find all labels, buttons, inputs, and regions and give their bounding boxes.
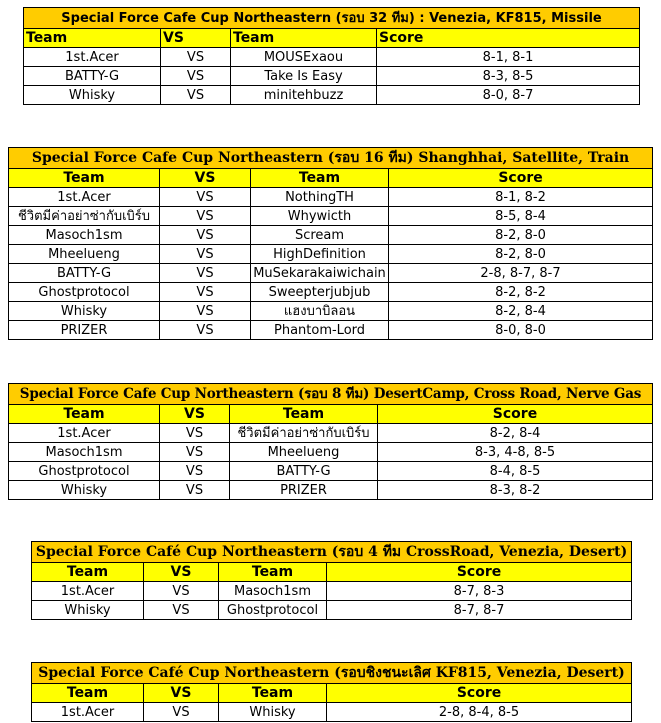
team-2-cell: PRIZER bbox=[230, 481, 378, 500]
score-cell: 8-3, 8-5 bbox=[377, 67, 640, 86]
score-cell: 8-2, 8-4 bbox=[378, 424, 653, 443]
match-row bbox=[9, 321, 653, 340]
team-1-cell: Whisky bbox=[9, 481, 160, 500]
match-row bbox=[9, 188, 653, 207]
header-vs: VS bbox=[161, 29, 231, 48]
match-row bbox=[9, 481, 653, 500]
vs-cell: VS bbox=[160, 264, 251, 283]
vs-cell: VS bbox=[144, 703, 219, 722]
team-1-cell: ชีวิตมีค่าอย่าซ่ากับเบิร์บ bbox=[9, 207, 160, 226]
team-2-cell: Whisky bbox=[219, 703, 327, 722]
header-vs: VS bbox=[144, 563, 219, 582]
score-cell: 8-1, 8-2 bbox=[389, 188, 653, 207]
vs-cell: VS bbox=[144, 601, 219, 620]
team-2-cell: MOUSExaou bbox=[231, 48, 377, 67]
header-score: Score bbox=[389, 169, 653, 188]
score-cell: 2-8, 8-7, 8-7 bbox=[389, 264, 653, 283]
team-2-cell: Take Is Easy bbox=[231, 67, 377, 86]
header-vs: VS bbox=[144, 684, 219, 703]
match-row bbox=[9, 424, 653, 443]
round-32-header-row bbox=[24, 29, 640, 48]
team-1-cell: Whisky bbox=[24, 86, 161, 105]
team-1-cell: Whisky bbox=[32, 601, 144, 620]
final-header-row bbox=[32, 684, 632, 703]
score-cell: 8-2, 8-0 bbox=[389, 245, 653, 264]
team-1-cell: 1st.Acer bbox=[9, 188, 160, 207]
vs-cell: VS bbox=[160, 481, 230, 500]
round-4-header-row bbox=[32, 563, 632, 582]
team-2-cell: minitehbuzz bbox=[231, 86, 377, 105]
vs-cell: VS bbox=[160, 424, 230, 443]
team-1-cell: Whisky bbox=[9, 302, 160, 321]
header-team-1: Team bbox=[32, 684, 144, 703]
team-2-cell: Phantom-Lord bbox=[251, 321, 389, 340]
header-team-1: Team bbox=[24, 29, 161, 48]
match-row bbox=[9, 245, 653, 264]
team-2-cell: Sweepterjubjub bbox=[251, 283, 389, 302]
team-1-cell: Masoch1sm bbox=[9, 443, 160, 462]
team-1-cell: Ghostprotocol bbox=[9, 462, 160, 481]
match-row bbox=[32, 582, 632, 601]
header-score: Score bbox=[327, 684, 632, 703]
header-vs: VS bbox=[160, 405, 230, 424]
final-table bbox=[31, 662, 632, 722]
match-row bbox=[32, 703, 632, 722]
vs-cell: VS bbox=[160, 302, 251, 321]
score-cell: 8-4, 8-5 bbox=[378, 462, 653, 481]
team-2-cell: HighDefinition bbox=[251, 245, 389, 264]
vs-cell: VS bbox=[160, 245, 251, 264]
header-score: Score bbox=[378, 405, 653, 424]
header-score: Score bbox=[327, 563, 632, 582]
team-1-cell: 1st.Acer bbox=[24, 48, 161, 67]
score-cell: 8-0, 8-7 bbox=[377, 86, 640, 105]
score-cell: 8-7, 8-3 bbox=[327, 582, 632, 601]
team-2-cell: Whywicth bbox=[251, 207, 389, 226]
vs-cell: VS bbox=[161, 86, 231, 105]
vs-cell: VS bbox=[160, 188, 251, 207]
score-cell: 8-3, 8-2 bbox=[378, 481, 653, 500]
round-32-table bbox=[23, 7, 640, 105]
round-32-title: Special Force Cafe Cup Northeastern (รอบ 32 ทีม) : Venezia, KF815, Missile bbox=[24, 8, 640, 29]
team-1-cell: Mheelueng bbox=[9, 245, 160, 264]
round-4-table bbox=[31, 541, 632, 620]
round-8-header-row bbox=[9, 405, 653, 424]
match-row bbox=[9, 443, 653, 462]
score-cell: 8-1, 8-1 bbox=[377, 48, 640, 67]
match-row bbox=[24, 48, 640, 67]
header-team-1: Team bbox=[9, 405, 160, 424]
team-2-cell: BATTY-G bbox=[230, 462, 378, 481]
match-row bbox=[9, 207, 653, 226]
match-row bbox=[24, 86, 640, 105]
match-row bbox=[32, 601, 632, 620]
header-team-2: Team bbox=[230, 405, 378, 424]
vs-cell: VS bbox=[160, 283, 251, 302]
vs-cell: VS bbox=[144, 582, 219, 601]
round-16-title: Special Force Cafe Cup Northeastern (รอบ 16 ทีม) Shanghhai, Satellite, Train bbox=[9, 148, 653, 169]
vs-cell: VS bbox=[161, 48, 231, 67]
vs-cell: VS bbox=[160, 207, 251, 226]
team-1-cell: 1st.Acer bbox=[32, 703, 144, 722]
vs-cell: VS bbox=[161, 67, 231, 86]
team-2-cell: แฮงบาบิลอน bbox=[251, 302, 389, 321]
vs-cell: VS bbox=[160, 226, 251, 245]
team-1-cell: Masoch1sm bbox=[9, 226, 160, 245]
score-cell: 8-2, 8-4 bbox=[389, 302, 653, 321]
round-8-title: Special Force Cafe Cup Northeastern (รอบ 8 ทีม) DesertCamp, Cross Road, Nerve Gas bbox=[9, 384, 653, 405]
match-row bbox=[9, 283, 653, 302]
team-2-cell: MuSekarakaiwichain bbox=[251, 264, 389, 283]
team-2-cell: Masoch1sm bbox=[219, 582, 327, 601]
score-cell: 2-8, 8-4, 8-5 bbox=[327, 703, 632, 722]
team-2-cell: ชีวิตมีค่าอย่าซ่ากับเบิร์บ bbox=[230, 424, 378, 443]
team-2-cell: NothingTH bbox=[251, 188, 389, 207]
final-title: Special Force Café Cup Northeastern (รอบชิงชนะเลิศ KF815, Venezia, Desert) bbox=[32, 663, 632, 684]
header-team-2: Team bbox=[231, 29, 377, 48]
vs-cell: VS bbox=[160, 321, 251, 340]
team-2-cell: Ghostprotocol bbox=[219, 601, 327, 620]
team-2-cell: Mheelueng bbox=[230, 443, 378, 462]
header-vs: VS bbox=[160, 169, 251, 188]
round-8-table bbox=[8, 383, 653, 500]
score-cell: 8-3, 4-8, 8-5 bbox=[378, 443, 653, 462]
round-4-title: Special Force Café Cup Northeastern (รอบ 4 ทีม CrossRoad, Venezia, Desert) bbox=[32, 542, 632, 563]
match-row bbox=[9, 462, 653, 481]
score-cell: 8-7, 8-7 bbox=[327, 601, 632, 620]
score-cell: 8-2, 8-2 bbox=[389, 283, 653, 302]
header-team-1: Team bbox=[32, 563, 144, 582]
team-1-cell: BATTY-G bbox=[9, 264, 160, 283]
team-1-cell: BATTY-G bbox=[24, 67, 161, 86]
header-score: Score bbox=[377, 29, 640, 48]
header-team-2: Team bbox=[219, 684, 327, 703]
vs-cell: VS bbox=[160, 462, 230, 481]
match-row bbox=[9, 226, 653, 245]
match-row bbox=[24, 67, 640, 86]
score-cell: 8-2, 8-0 bbox=[389, 226, 653, 245]
round-16-header-row bbox=[9, 169, 653, 188]
header-team-1: Team bbox=[9, 169, 160, 188]
team-1-cell: 1st.Acer bbox=[32, 582, 144, 601]
team-1-cell: 1st.Acer bbox=[9, 424, 160, 443]
team-1-cell: PRIZER bbox=[9, 321, 160, 340]
round-16-table bbox=[8, 147, 653, 340]
header-team-2: Team bbox=[251, 169, 389, 188]
header-team-2: Team bbox=[219, 563, 327, 582]
match-row bbox=[9, 302, 653, 321]
score-cell: 8-5, 8-4 bbox=[389, 207, 653, 226]
team-1-cell: Ghostprotocol bbox=[9, 283, 160, 302]
match-row bbox=[9, 264, 653, 283]
vs-cell: VS bbox=[160, 443, 230, 462]
score-cell: 8-0, 8-0 bbox=[389, 321, 653, 340]
team-2-cell: Scream bbox=[251, 226, 389, 245]
